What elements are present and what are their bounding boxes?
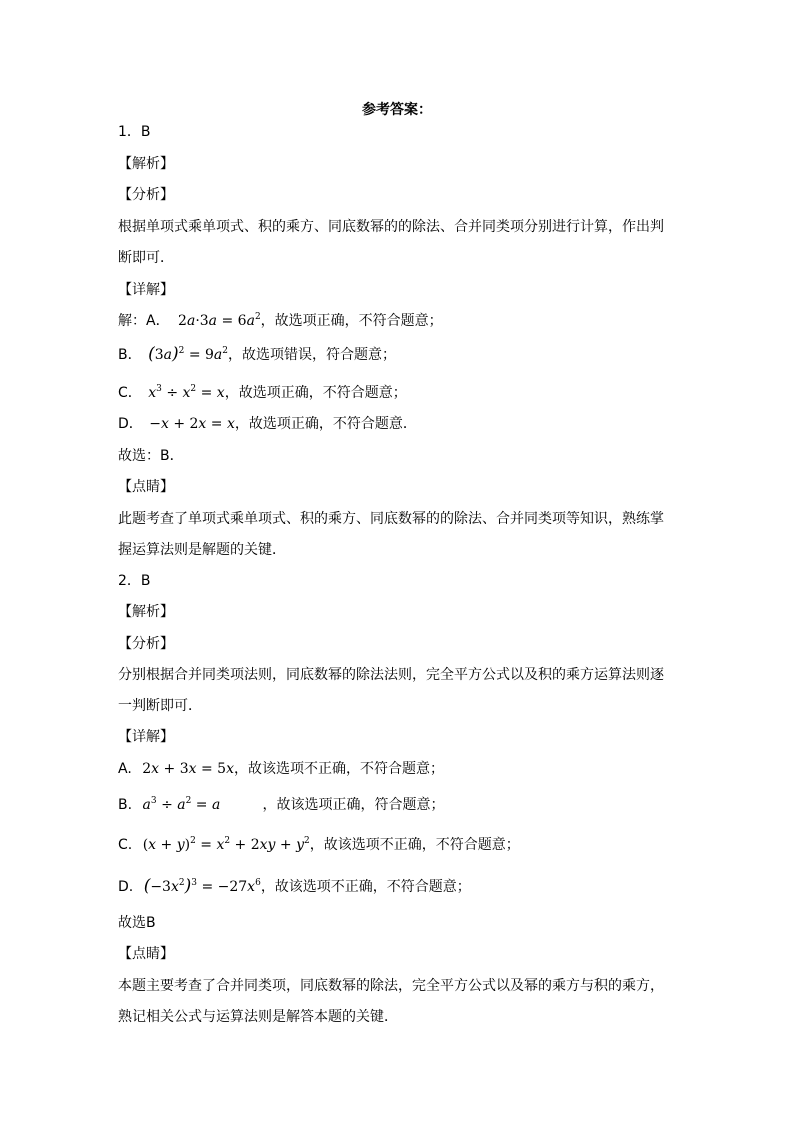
q1-option-b — [118, 344, 396, 365]
q1-option-b-formula: $(3a)^2 = 9a^2$ — [148, 344, 228, 364]
q1-fenxi-heading: 【分析】 — [118, 187, 174, 203]
q2-fenxi-text-1: 分别根据合并同类项法则，同底数幂的除法法则，完全平方公式以及积的乘方运算法则逐 — [118, 667, 664, 683]
q2-fenxi-text-2: 一判断即可． — [118, 698, 202, 714]
q2-xiangjie-heading: 【详解】 — [118, 729, 174, 745]
q1-dianjing-heading: 【点睛】 — [118, 479, 174, 495]
q2-option-a-formula: 2x + 3x = 5x — [142, 761, 234, 777]
q1-option-a-formula: $2a\cdot 3a = 6a^2$ — [178, 312, 261, 329]
q1-option-a — [118, 311, 443, 331]
q2-option-b-prefix: B. — [118, 797, 133, 813]
q2-option-d-suffix: ，故该选项不正确，不符合题意； — [260, 879, 471, 895]
q2-number: 2．B — [118, 573, 151, 589]
page-title: 参考答案： — [362, 102, 432, 118]
q1-option-d — [118, 414, 417, 434]
q1-dianjing-text-2: 握运算法则是解题的关键． — [118, 542, 286, 558]
q2-answer: 故选B — [118, 915, 156, 931]
q1-option-b-suffix: ，故选项错误，符合题意； — [228, 347, 396, 363]
q2-option-a-prefix: A. — [118, 761, 132, 777]
q2-option-b-formula: $a^3 \div a^2 = a$ — [142, 796, 221, 813]
q2-option-b — [118, 795, 445, 815]
q1-option-d-suffix: ，故选项正确，不符合题意． — [234, 416, 417, 432]
q1-fenxi-text-2: 断即可． — [118, 250, 174, 266]
q1-option-a-suffix: ，故选项正确，不符合题意； — [260, 313, 443, 329]
q1-option-c-prefix: C． — [118, 385, 142, 401]
q1-option-c-formula: $x^3 \div x^2 = x$ — [148, 384, 225, 401]
q1-jiexi-heading: 【解析】 — [118, 156, 174, 172]
q2-fenxi-heading: 【分析】 — [118, 636, 174, 652]
q2-option-d — [118, 876, 471, 897]
q1-answer: 故选：B． — [118, 448, 184, 464]
q2-dianjing-text-1: 本题主要考查了合并同类项，同底数幂的除法，完全平方公式以及幂的乘方与积的乘方， — [118, 978, 664, 994]
q2-option-c-formula: $(x + y)^2 = x^2 + 2xy + y^2$ — [142, 836, 310, 853]
q2-jiexi-heading: 【解析】 — [118, 604, 174, 620]
q1-xiangjie-heading: 【详解】 — [118, 282, 174, 298]
q2-dianjing-heading: 【点睛】 — [118, 946, 174, 962]
q1-fenxi-text-1: 根据单项式乘单项式、积的乘方、同底数幂的的除法、合并同类项分别进行计算，作出判 — [118, 219, 664, 235]
q1-option-a-prefix: 解：A． — [118, 313, 170, 329]
q2-dianjing-text-2: 熟记相关公式与运算法则是解答本题的关键． — [118, 1009, 398, 1025]
q2-option-c — [118, 835, 520, 855]
q1-number: 1．B — [118, 124, 151, 140]
q1-option-d-prefix: D． — [118, 416, 143, 432]
q1-dianjing-text-1: 此题考查了单项式乘单项式、积的乘方、同底数幂的的除法、合并同类项等知识，熟练掌 — [118, 511, 664, 527]
q2-option-b-suffix: ，故该选项正确，符合题意； — [262, 797, 445, 813]
q1-option-c — [118, 383, 407, 403]
q1-option-d-formula: −x + 2x = x — [149, 416, 235, 432]
q2-option-c-prefix: C. — [118, 837, 133, 853]
q1-option-b-prefix: B． — [118, 347, 142, 363]
q2-option-a — [118, 759, 444, 779]
q2-option-c-suffix: ，故该选项不正确，不符合题意； — [309, 837, 520, 853]
q2-option-d-prefix: D. — [118, 879, 134, 895]
q1-option-c-suffix: ，故选项正确，不符合题意； — [224, 385, 407, 401]
q2-option-d-formula: $(-3x^2)^3 = -27x^6$ — [143, 876, 261, 896]
q2-option-a-suffix: ，故该选项不正确，不符合题意； — [233, 761, 444, 777]
